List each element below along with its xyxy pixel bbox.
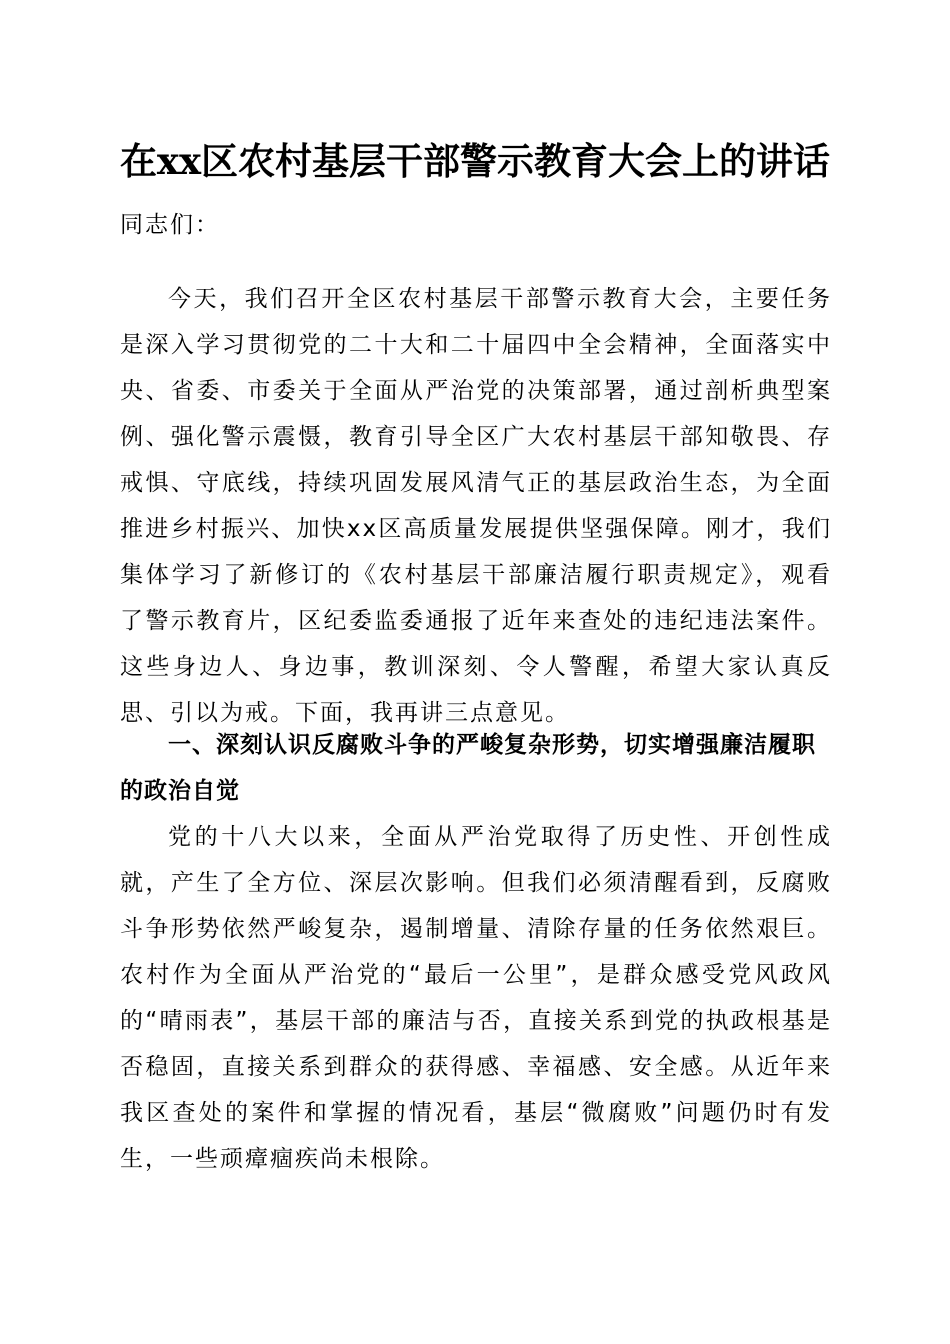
opening-paragraph: 今天，我们召开全区农村基层干部警示教育大会，主要任务是深入学习贯彻党的二十大和二十届四中全会精神，全面落实中央、省委、市委关于全面从严治党的决策部署，通过剖析典型案例、强化警示震慑，教育引导全区广大农村基层干部知敬畏、存戒惧、守底线，持续巩固发展风清气正的基层政治生态，为全面推进乡村振兴、加快xx区高质量发展提供坚强保障。刚才，我们集体学习了新修订的《农村基层干部廉洁履行职责规定》，观看了警示教育片，区纪委监委通报了近年来查处的违纪违法案件。这些身边人、身边事，教训深刻、令人警醒，希望大家认真反思、引以为戒。下面，我再讲三点意见。 xyxy=(120,286,832,726)
salutation: 同志们： xyxy=(120,212,220,238)
section-1-paragraph: 党的十八大以来，全面从严治党取得了历史性、开创性成就，产生了全方位、深层次影响。但我们必须清醒看到，反腐败斗争形势依然严峻复杂，遏制增量、清除存量的任务依然艰巨。农村作为全面从严治党的“最后一公里”，是群众感受党风政风的“晴雨表”，基层干部的廉洁与否，直接关系到党的执政根基是否稳固，直接关系到群众的获得感、幸福感、安全感。从近年来我区查处的案件和掌握的情况看，基层“微腐败”问题仍时有发生，一些顽瘴痼疾尚未根除。 xyxy=(120,824,832,1172)
section-heading-1: 一、深刻认识反腐败斗争的严峻复杂形势，切实增强廉洁履职的政治自觉 xyxy=(120,732,816,804)
document-title: 在xx区农村基层干部警示教育大会上的讲话 xyxy=(119,139,831,183)
